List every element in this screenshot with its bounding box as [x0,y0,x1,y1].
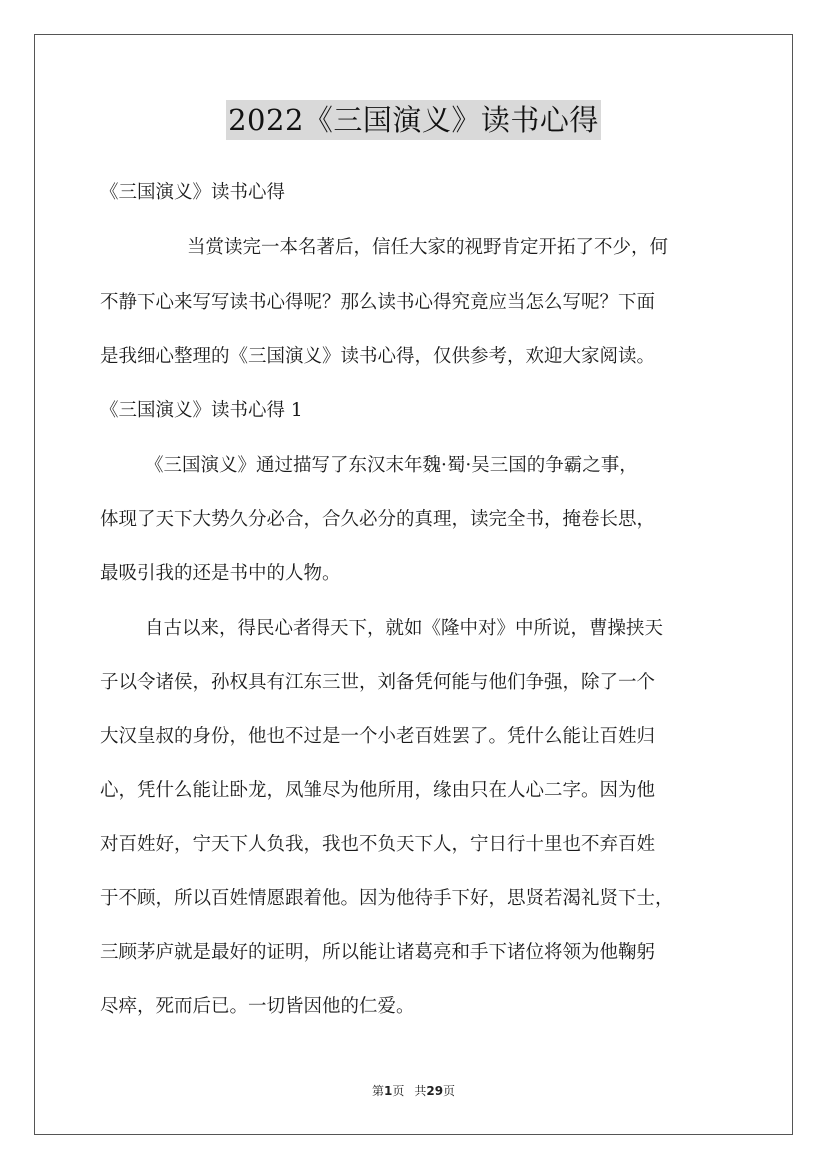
paragraph2-line-8: 尽瘁，死而后已。一切皆因他的仁爱。 [100,996,415,1017]
paragraph1-line-3: 最吸引我的还是书中的人物。 [100,563,341,584]
paragraph2-line-4: 心，凭什么能让卧龙，凤雏尽为他所用，缘由只在人心二字。因为他 [100,780,656,801]
paragraph2-line-2: 子以令诸侯，孙权具有江东三世，刘备凭何能与他们争强，除了一个 [100,672,656,693]
document-title: 2022《三国演义》读书心得 [226,100,601,140]
total-suffix: 页 [443,1084,456,1098]
intro-line-2: 不静下心来写写读书心得呢？那么读书心得究竟应当怎么写呢？下面 [100,292,656,313]
intro-line-3: 是我细心整理的《三国演义》读书心得，仅供参考，欢迎大家阅读。 [100,346,656,367]
title-container [0,100,827,140]
paragraph2-line-6: 于不顾，所以百姓情愿跟着他。因为他待手下好，思贤若渴礼贤下士， [100,888,674,909]
paragraph2-line-5: 对百姓好，宁天下人负我，我也不负天下人，宁日行十里也不弃百姓 [100,834,656,855]
paragraph2-line-1: 自古以来，得民心者得天下，就如《隆中对》中所说，曹操挟天 [145,618,664,639]
page-current: 1 [383,1084,393,1098]
paragraph1-line-1: 《三国演义》通过描写了东汉末年魏·蜀·吴三国的争霸之事， [145,455,638,476]
page-footer [0,1082,827,1099]
paragraph1-line-2: 体现了天下大势久分必合，合久必分的真理，读完全书，掩卷长思， [100,509,656,530]
page-suffix: 页 [392,1084,405,1098]
document-subtitle: 《三国演义》读书心得 [100,182,286,203]
intro-line-1: 当赏读完一本名著后，信任大家的视野肯定开拓了不少，何 [187,237,669,258]
page-prefix: 第 [371,1084,384,1098]
paragraph2-line-3: 大汉皇叔的身份，他也不过是一个小老百姓罢了。凭什么能让百姓归 [100,726,656,747]
page-total: 29 [426,1084,444,1098]
total-prefix: 共 [414,1084,427,1098]
section-heading: 《三国演义》读书心得 1 [100,400,303,421]
paragraph2-line-7: 三顾茅庐就是最好的证明，所以能让诸葛亮和手下诸位将领为他鞠躬 [100,942,656,963]
